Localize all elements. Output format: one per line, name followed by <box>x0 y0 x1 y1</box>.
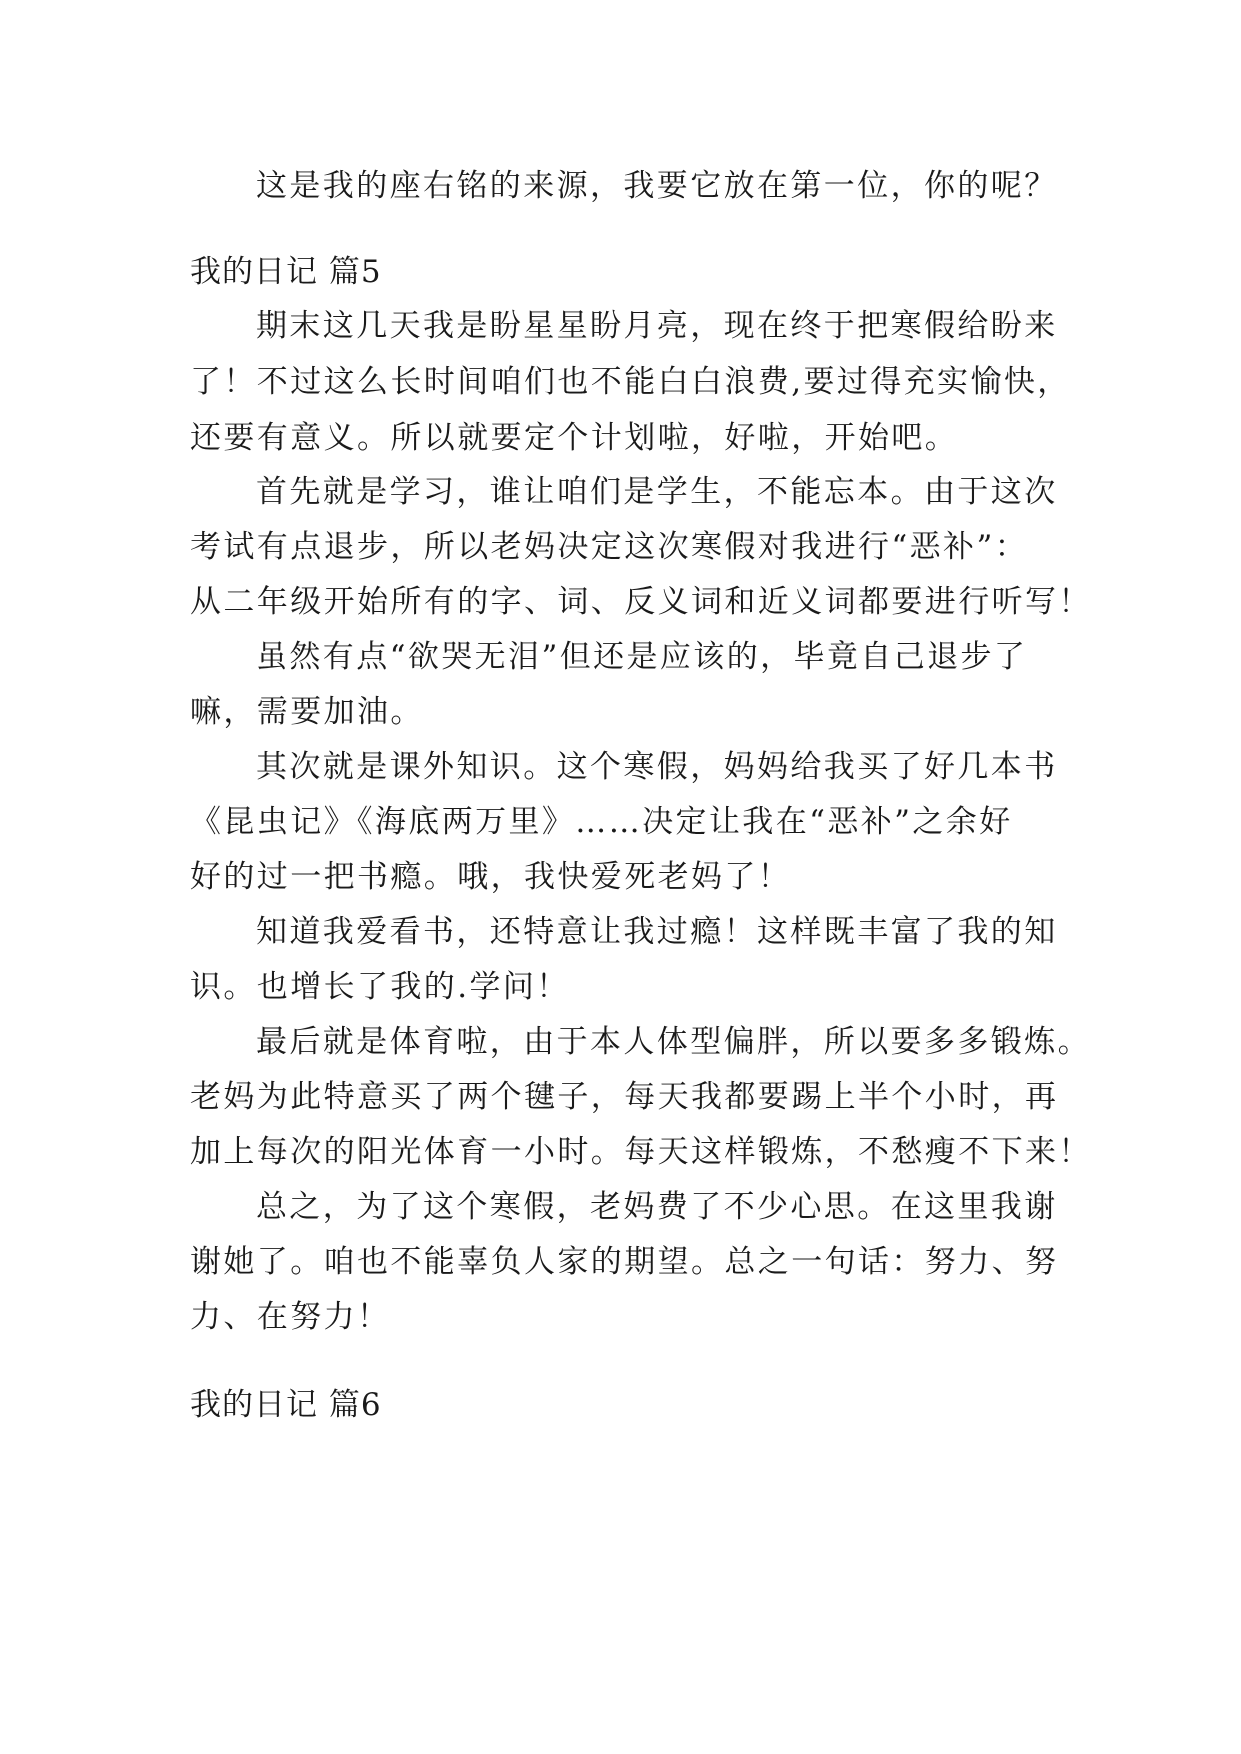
paragraph-line: 期末这几天我是盼星星盼月亮，现在终于把寒假给盼来 <box>256 308 1058 344</box>
paragraph-line: 老妈为此特意买了两个毽子，每天我都要踢上半个小时，再 <box>190 1079 1059 1115</box>
section-heading: 我的日记 篇6 <box>190 1387 382 1423</box>
paragraph-line: 了！不过这么长时间咱们也不能白白浪费,要过得充实愉快， <box>190 364 1071 400</box>
paragraph-line: 考试有点退步，所以老妈决定这次寒假对我进行“恶补”： <box>190 529 1029 565</box>
paragraph-line: 虽然有点“欲哭无泪”但还是应该的，毕竟自己退步了 <box>256 639 1028 675</box>
paragraph-line: 好的过一把书瘾。哦，我快爱死老妈了！ <box>190 859 792 895</box>
paragraph-line: 首先就是学习，谁让咱们是学生，不能忘本。由于这次 <box>256 474 1058 510</box>
section-heading: 我的日记 篇5 <box>190 254 382 290</box>
paragraph-line: 《昆虫记》《海底两万里》……决定让我在“恶补”之余好 <box>190 804 1013 840</box>
paragraph-line: 知道我爱看书，还特意让我过瘾！这样既丰富了我的知 <box>256 914 1058 950</box>
paragraph-line: 从二年级开始所有的字、词、反义词和近义词都要进行听写！ <box>190 584 1092 620</box>
paragraph-line: 识。也增长了我的.学问！ <box>190 969 570 1005</box>
paragraph-line: 嘛，需要加油。 <box>190 694 424 730</box>
paragraph-line: 最后就是体育啦，由于本人体型偏胖，所以要多多锻炼。 <box>256 1024 1091 1060</box>
paragraph-line: 总之，为了这个寒假，老妈费了不少心思。在这里我谢 <box>256 1189 1058 1225</box>
paragraph-line: 还要有意义。所以就要定个计划啦，好啦，开始吧。 <box>190 420 959 456</box>
paragraph-line: 力、在努力！ <box>190 1299 391 1335</box>
paragraph-line: 谢她了。咱也不能辜负人家的期望。总之一句话：努力、努 <box>190 1244 1059 1280</box>
paragraph-line: 其次就是课外知识。这个寒假，妈妈给我买了好几本书 <box>256 749 1058 785</box>
paragraph-line: 这是我的座右铭的来源，我要它放在第一位，你的呢？ <box>256 168 1058 204</box>
paragraph-line: 加上每次的阳光体育一小时。每天这样锻炼，不愁瘦不下来！ <box>190 1134 1092 1170</box>
